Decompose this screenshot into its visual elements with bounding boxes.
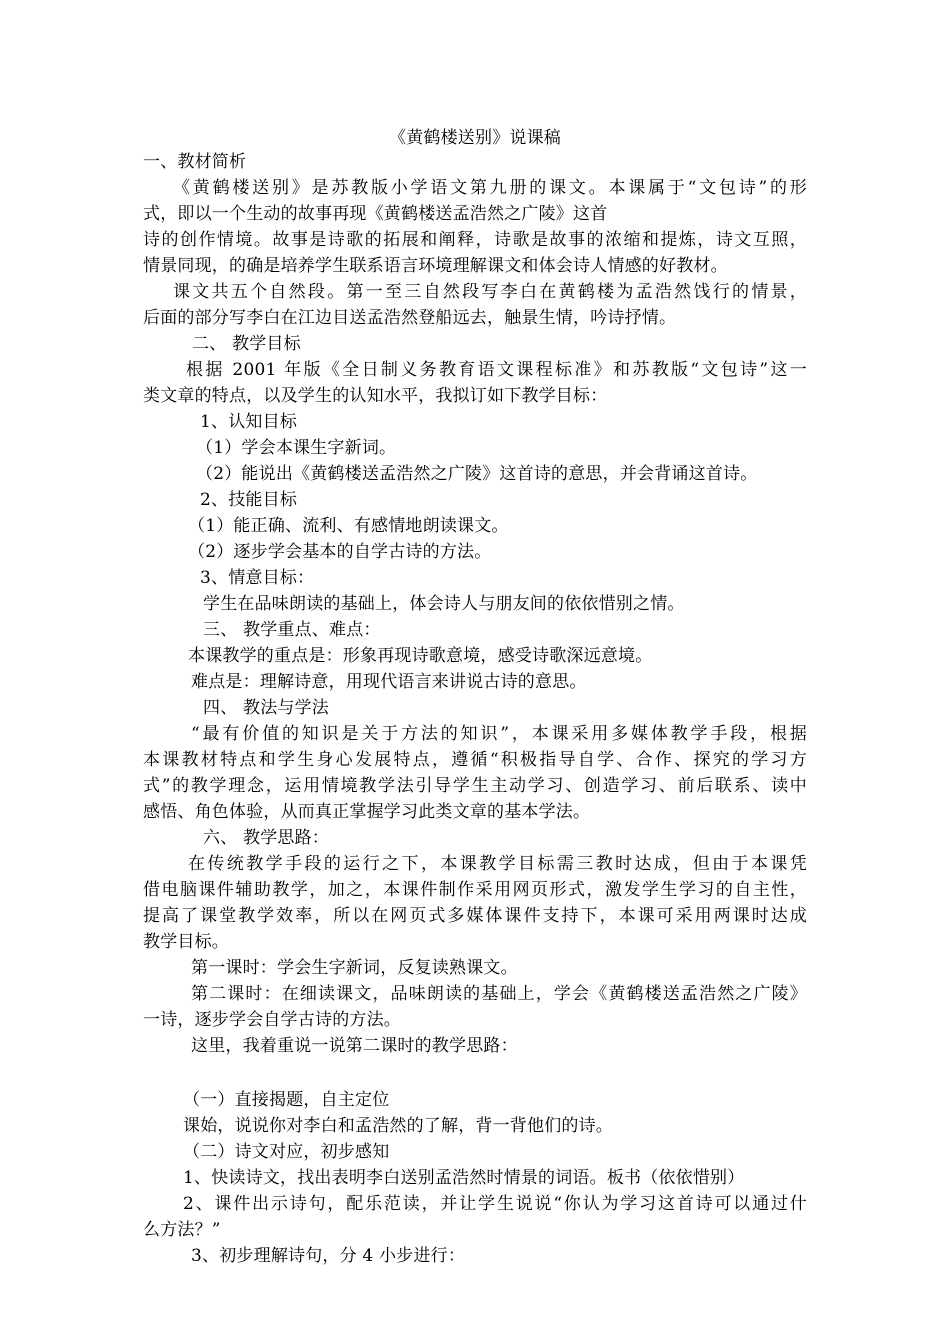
- paragraph-line: 课始，说说你对李白和孟浩然的了解，背一背他们的诗。: [183, 1116, 613, 1136]
- paragraph-line: 根据 2001 年版《全日制义务教育语文课程标准》和苏教版“文包诗”这一: [186, 360, 807, 380]
- subheading: 1、认知目标: [200, 412, 298, 432]
- paragraph-line: 难点是：理解诗意，用现代语言来讲说古诗的意思。: [191, 672, 587, 692]
- paragraph-line: 一诗，逐步学会自学古诗的方法。: [143, 1010, 401, 1030]
- paragraph-line: 这里，我着重说一说第二课时的教学思路：: [191, 1036, 518, 1056]
- section-heading: 三、 教学重点、难点：: [203, 620, 381, 640]
- paragraph-line: 后面的部分写李白在江边目送孟浩然登船远去，触景生情，吟诗抒情。: [143, 308, 677, 328]
- list-item: （1）能正确、流利、有感情地朗读课文。: [188, 516, 509, 536]
- subheading: （二）诗文对应，初步感知: [183, 1142, 390, 1162]
- paragraph-line: 借电脑课件辅助教学，加之，本课件制作采用网页形式，激发学生学习的自主性，: [143, 880, 807, 900]
- section-heading: 四、 教法与学法: [203, 698, 330, 718]
- paragraph-line: 本课教学的重点是：形象再现诗歌意境，感受诗歌深远意境。: [188, 646, 653, 666]
- paragraph-line: 在传统教学手段的运行之下，本课教学目标需三教时达成，但由于本课凭: [188, 854, 807, 874]
- paragraph-line: 第二课时：在细读课文，品味朗读的基础上，学会《黄鹤楼送孟浩然之广陵》: [191, 984, 807, 1004]
- doc-title: 《黄鹤楼送别》说课稿: [389, 128, 561, 148]
- list-item: 2、课件出示诗句，配乐范读，并让学生说说“你认为学习这首诗可以通过什: [183, 1194, 807, 1214]
- paragraph-line: 情景同现，的确是培养学生联系语言环境理解课文和体会诗人情感的好教材。: [143, 256, 728, 276]
- paragraph-line: 教学目标。: [143, 932, 229, 952]
- paragraph-line: 式，即以一个生动的故事再现《黄鹤楼送孟浩然之广陵》这首: [143, 204, 608, 224]
- paragraph-line: 本课教材特点和学生身心发展特点，遵循“积极指导自学、合作、探究的学习方: [143, 750, 807, 770]
- paragraph-line: 类文章的特点，以及学生的认知水平，我拟订如下教学目标：: [143, 386, 608, 406]
- paragraph-line: 课文共五个自然段。第一至三自然段写李白在黄鹤楼为孟浩然饯行的情景，: [173, 282, 807, 302]
- list-item: 1、快读诗文，找出表明李白送别孟浩然时情景的词语。板书（依依惜别）: [183, 1168, 745, 1188]
- section-heading: 二、 教学目标: [192, 334, 301, 354]
- section-heading: 一、教材简析: [143, 152, 247, 172]
- paragraph-line: 感悟、角色体验，从而真正掌握学习此类文章的基本学法。: [143, 802, 591, 822]
- paragraph-line: 第一课时：学会生字新词，反复读熟课文。: [191, 958, 518, 978]
- paragraph-line: 学生在品味朗读的基础上，体会诗人与朋友间的依依惜别之情。: [203, 594, 685, 614]
- paragraph-line: 式”的教学理念，运用情境教学法引导学生主动学习、创造学习、前后联系、读中: [143, 776, 807, 796]
- paragraph-line: 提高了课堂教学效率，所以在网页式多媒体课件支持下，本课可采用两课时达成: [143, 906, 807, 926]
- list-item: 3、初步理解诗句，分 4 小步进行：: [191, 1246, 466, 1266]
- list-item: （1）学会本课生字新词。: [196, 438, 397, 458]
- subheading: 3、情意目标：: [200, 568, 315, 588]
- paragraph-line: “最有价值的知识是关于方法的知识”，本课采用多媒体教学手段，根据: [191, 724, 807, 744]
- list-item: （2）逐步学会基本的自学古诗的方法。: [188, 542, 492, 562]
- paragraph-line: 么方法？”: [143, 1220, 221, 1240]
- paragraph-line: 《黄鹤楼送别》是苏教版小学语文第九册的课文。本课属于“文包诗”的形: [173, 178, 807, 198]
- subheading: 2、技能目标: [200, 490, 298, 510]
- list-item: （2）能说出《黄鹤楼送孟浩然之广陵》这首诗的意思，并会背诵这首诗。: [196, 464, 758, 484]
- section-heading: 六、 教学思路：: [203, 828, 330, 848]
- subheading: （一）直接揭题，自主定位: [183, 1090, 390, 1110]
- paragraph-line: 诗的创作情境。故事是诗歌的拓展和阐释，诗歌是故事的浓缩和提炼，诗文互照，: [143, 230, 807, 250]
